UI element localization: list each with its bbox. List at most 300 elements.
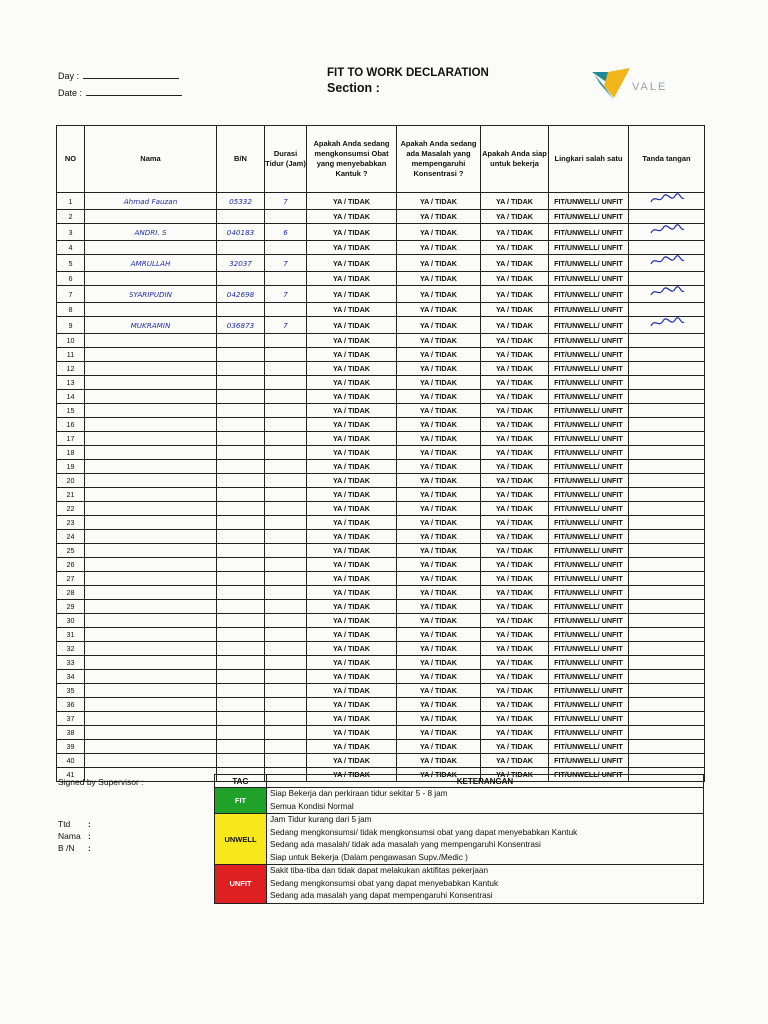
bn-cell[interactable] <box>217 210 265 224</box>
q2-cell[interactable]: YA / TIDAK <box>397 390 481 404</box>
bn-cell[interactable] <box>217 642 265 656</box>
q1-cell[interactable]: YA / TIDAK <box>307 572 397 586</box>
q3-cell[interactable]: YA / TIDAK <box>481 614 549 628</box>
nama-cell[interactable] <box>85 740 217 754</box>
durasi-cell[interactable]: 7 <box>265 286 307 303</box>
bn-cell[interactable] <box>217 586 265 600</box>
durasi-cell[interactable] <box>265 241 307 255</box>
durasi-cell[interactable] <box>265 446 307 460</box>
fit-cell[interactable]: FIT/UNWELL/ UNFIT <box>549 255 629 272</box>
durasi-cell[interactable]: 7 <box>265 193 307 210</box>
nama-cell[interactable] <box>85 656 217 670</box>
bn-cell[interactable] <box>217 418 265 432</box>
nama-cell[interactable] <box>85 586 217 600</box>
q2-cell[interactable]: YA / TIDAK <box>397 558 481 572</box>
q3-cell[interactable]: YA / TIDAK <box>481 348 549 362</box>
q2-cell[interactable]: YA / TIDAK <box>397 502 481 516</box>
q1-cell[interactable]: YA / TIDAK <box>307 558 397 572</box>
nama-cell[interactable] <box>85 390 217 404</box>
bn-cell[interactable] <box>217 241 265 255</box>
q2-cell[interactable]: YA / TIDAK <box>397 768 481 782</box>
q3-cell[interactable]: YA / TIDAK <box>481 586 549 600</box>
q2-cell[interactable]: YA / TIDAK <box>397 516 481 530</box>
signature-cell[interactable] <box>629 600 705 614</box>
q2-cell[interactable]: YA / TIDAK <box>397 684 481 698</box>
signature-cell[interactable] <box>629 628 705 642</box>
fit-cell[interactable]: FIT/UNWELL/ UNFIT <box>549 317 629 334</box>
q3-cell[interactable]: YA / TIDAK <box>481 286 549 303</box>
q1-cell[interactable]: YA / TIDAK <box>307 754 397 768</box>
durasi-cell[interactable] <box>265 572 307 586</box>
signature-cell[interactable] <box>629 726 705 740</box>
fit-cell[interactable]: FIT/UNWELL/ UNFIT <box>549 474 629 488</box>
nama-cell[interactable] <box>85 642 217 656</box>
q2-cell[interactable]: YA / TIDAK <box>397 376 481 390</box>
q2-cell[interactable]: YA / TIDAK <box>397 362 481 376</box>
signature-cell[interactable] <box>629 334 705 348</box>
nama-cell[interactable] <box>85 544 217 558</box>
bn-cell[interactable] <box>217 600 265 614</box>
bn-cell[interactable] <box>217 684 265 698</box>
durasi-cell[interactable] <box>265 656 307 670</box>
q3-cell[interactable]: YA / TIDAK <box>481 272 549 286</box>
q2-cell[interactable]: YA / TIDAK <box>397 210 481 224</box>
signature-cell[interactable] <box>629 488 705 502</box>
fit-cell[interactable]: FIT/UNWELL/ UNFIT <box>549 303 629 317</box>
q1-cell[interactable]: YA / TIDAK <box>307 516 397 530</box>
durasi-cell[interactable]: 7 <box>265 317 307 334</box>
fit-cell[interactable]: FIT/UNWELL/ UNFIT <box>549 656 629 670</box>
q2-cell[interactable]: YA / TIDAK <box>397 642 481 656</box>
signature-cell[interactable] <box>629 390 705 404</box>
durasi-cell[interactable] <box>265 404 307 418</box>
q1-cell[interactable]: YA / TIDAK <box>307 460 397 474</box>
q2-cell[interactable]: YA / TIDAK <box>397 255 481 272</box>
q1-cell[interactable]: YA / TIDAK <box>307 530 397 544</box>
nama-cell[interactable] <box>85 754 217 768</box>
q3-cell[interactable]: YA / TIDAK <box>481 670 549 684</box>
durasi-cell[interactable] <box>265 684 307 698</box>
bn-cell[interactable] <box>217 628 265 642</box>
durasi-cell[interactable] <box>265 376 307 390</box>
bn-cell[interactable] <box>217 614 265 628</box>
signature-cell[interactable] <box>629 474 705 488</box>
q1-cell[interactable]: YA / TIDAK <box>307 272 397 286</box>
signature-cell[interactable] <box>629 362 705 376</box>
nama-cell[interactable] <box>85 210 217 224</box>
q1-cell[interactable]: YA / TIDAK <box>307 446 397 460</box>
signature-cell[interactable] <box>629 544 705 558</box>
bn-cell[interactable] <box>217 404 265 418</box>
signature-cell[interactable] <box>629 418 705 432</box>
bn-cell[interactable]: 042698 <box>217 286 265 303</box>
q2-cell[interactable]: YA / TIDAK <box>397 544 481 558</box>
signature-cell[interactable] <box>629 210 705 224</box>
q1-cell[interactable]: YA / TIDAK <box>307 684 397 698</box>
q1-cell[interactable]: YA / TIDAK <box>307 670 397 684</box>
q1-cell[interactable]: YA / TIDAK <box>307 334 397 348</box>
fit-cell[interactable]: FIT/UNWELL/ UNFIT <box>549 684 629 698</box>
bn-cell[interactable] <box>217 362 265 376</box>
fit-cell[interactable]: FIT/UNWELL/ UNFIT <box>549 698 629 712</box>
signature-cell[interactable] <box>629 754 705 768</box>
q2-cell[interactable]: YA / TIDAK <box>397 303 481 317</box>
bn-cell[interactable] <box>217 432 265 446</box>
signature-cell[interactable] <box>629 241 705 255</box>
bn-cell[interactable] <box>217 656 265 670</box>
q3-cell[interactable]: YA / TIDAK <box>481 740 549 754</box>
bn-cell[interactable] <box>217 712 265 726</box>
q2-cell[interactable]: YA / TIDAK <box>397 740 481 754</box>
q1-cell[interactable]: YA / TIDAK <box>307 432 397 446</box>
q3-cell[interactable]: YA / TIDAK <box>481 460 549 474</box>
bn-cell[interactable] <box>217 303 265 317</box>
q1-cell[interactable]: YA / TIDAK <box>307 614 397 628</box>
fit-cell[interactable]: FIT/UNWELL/ UNFIT <box>549 502 629 516</box>
q1-cell[interactable]: YA / TIDAK <box>307 502 397 516</box>
nama-cell[interactable] <box>85 432 217 446</box>
fit-cell[interactable]: FIT/UNWELL/ UNFIT <box>549 754 629 768</box>
bn-cell[interactable] <box>217 698 265 712</box>
q1-cell[interactable]: YA / TIDAK <box>307 600 397 614</box>
q2-cell[interactable]: YA / TIDAK <box>397 656 481 670</box>
q3-cell[interactable]: YA / TIDAK <box>481 684 549 698</box>
q2-cell[interactable]: YA / TIDAK <box>397 432 481 446</box>
q1-cell[interactable]: YA / TIDAK <box>307 418 397 432</box>
signature-cell[interactable] <box>629 572 705 586</box>
fit-cell[interactable]: FIT/UNWELL/ UNFIT <box>549 530 629 544</box>
nama-cell[interactable] <box>85 558 217 572</box>
bn-cell[interactable]: 32037 <box>217 255 265 272</box>
q3-cell[interactable]: YA / TIDAK <box>481 474 549 488</box>
fit-cell[interactable]: FIT/UNWELL/ UNFIT <box>549 348 629 362</box>
signature-cell[interactable] <box>629 698 705 712</box>
q3-cell[interactable]: YA / TIDAK <box>481 317 549 334</box>
nama-cell[interactable]: SYARIPUDIN <box>85 286 217 303</box>
nama-field[interactable]: Nama : <box>58 831 91 841</box>
durasi-cell[interactable] <box>265 754 307 768</box>
signature-cell[interactable] <box>629 303 705 317</box>
signature-cell[interactable] <box>629 376 705 390</box>
fit-cell[interactable]: FIT/UNWELL/ UNFIT <box>549 712 629 726</box>
fit-cell[interactable]: FIT/UNWELL/ UNFIT <box>549 600 629 614</box>
q3-cell[interactable]: YA / TIDAK <box>481 404 549 418</box>
bn-cell[interactable] <box>217 572 265 586</box>
signature-cell[interactable] <box>629 586 705 600</box>
nama-cell[interactable] <box>85 474 217 488</box>
nama-cell[interactable] <box>85 670 217 684</box>
q3-cell[interactable]: YA / TIDAK <box>481 418 549 432</box>
nama-cell[interactable]: MUKRAMIN <box>85 317 217 334</box>
q3-cell[interactable]: YA / TIDAK <box>481 241 549 255</box>
q3-cell[interactable]: YA / TIDAK <box>481 628 549 642</box>
q2-cell[interactable]: YA / TIDAK <box>397 726 481 740</box>
durasi-cell[interactable] <box>265 600 307 614</box>
durasi-cell[interactable]: 7 <box>265 255 307 272</box>
q1-cell[interactable]: YA / TIDAK <box>307 303 397 317</box>
nama-cell[interactable] <box>85 502 217 516</box>
bn-cell[interactable] <box>217 740 265 754</box>
signature-cell[interactable] <box>629 670 705 684</box>
q1-cell[interactable]: YA / TIDAK <box>307 390 397 404</box>
q1-cell[interactable]: YA / TIDAK <box>307 488 397 502</box>
fit-cell[interactable]: FIT/UNWELL/ UNFIT <box>549 670 629 684</box>
q2-cell[interactable]: YA / TIDAK <box>397 446 481 460</box>
q2-cell[interactable]: YA / TIDAK <box>397 348 481 362</box>
q1-cell[interactable]: YA / TIDAK <box>307 628 397 642</box>
fit-cell[interactable]: FIT/UNWELL/ UNFIT <box>549 432 629 446</box>
q2-cell[interactable]: YA / TIDAK <box>397 460 481 474</box>
q2-cell[interactable]: YA / TIDAK <box>397 614 481 628</box>
durasi-cell[interactable] <box>265 614 307 628</box>
bn-cell[interactable] <box>217 516 265 530</box>
bn-cell[interactable] <box>217 726 265 740</box>
durasi-cell[interactable] <box>265 488 307 502</box>
durasi-cell[interactable] <box>265 460 307 474</box>
fit-cell[interactable]: FIT/UNWELL/ UNFIT <box>549 193 629 210</box>
durasi-cell[interactable] <box>265 516 307 530</box>
q1-cell[interactable]: YA / TIDAK <box>307 376 397 390</box>
q1-cell[interactable]: YA / TIDAK <box>307 544 397 558</box>
q1-cell[interactable]: YA / TIDAK <box>307 726 397 740</box>
nama-cell[interactable] <box>85 404 217 418</box>
signature-cell[interactable] <box>629 740 705 754</box>
fit-cell[interactable]: FIT/UNWELL/ UNFIT <box>549 628 629 642</box>
fit-cell[interactable]: FIT/UNWELL/ UNFIT <box>549 446 629 460</box>
q3-cell[interactable]: YA / TIDAK <box>481 656 549 670</box>
fit-cell[interactable]: FIT/UNWELL/ UNFIT <box>549 376 629 390</box>
bn-cell[interactable] <box>217 376 265 390</box>
q3-cell[interactable]: YA / TIDAK <box>481 558 549 572</box>
durasi-cell[interactable] <box>265 334 307 348</box>
fit-cell[interactable]: FIT/UNWELL/ UNFIT <box>549 544 629 558</box>
bn-field[interactable]: B /N : <box>58 843 91 853</box>
signature-cell[interactable] <box>629 224 705 241</box>
q1-cell[interactable]: YA / TIDAK <box>307 642 397 656</box>
q2-cell[interactable]: YA / TIDAK <box>397 586 481 600</box>
signature-cell[interactable] <box>629 446 705 460</box>
nama-cell[interactable] <box>85 241 217 255</box>
ttd-field[interactable]: Ttd : <box>58 819 91 829</box>
q2-cell[interactable]: YA / TIDAK <box>397 418 481 432</box>
q3-cell[interactable]: YA / TIDAK <box>481 544 549 558</box>
q3-cell[interactable]: YA / TIDAK <box>481 193 549 210</box>
q1-cell[interactable]: YA / TIDAK <box>307 740 397 754</box>
durasi-cell[interactable] <box>265 558 307 572</box>
q2-cell[interactable]: YA / TIDAK <box>397 272 481 286</box>
q3-cell[interactable]: YA / TIDAK <box>481 224 549 241</box>
q3-cell[interactable]: YA / TIDAK <box>481 255 549 272</box>
q1-cell[interactable]: YA / TIDAK <box>307 362 397 376</box>
q3-cell[interactable]: YA / TIDAK <box>481 516 549 530</box>
q2-cell[interactable]: YA / TIDAK <box>397 530 481 544</box>
fit-cell[interactable]: FIT/UNWELL/ UNFIT <box>549 334 629 348</box>
signature-cell[interactable] <box>629 193 705 210</box>
bn-cell[interactable] <box>217 272 265 286</box>
q2-cell[interactable]: YA / TIDAK <box>397 628 481 642</box>
signature-cell[interactable] <box>629 642 705 656</box>
durasi-cell[interactable] <box>265 474 307 488</box>
bn-cell[interactable] <box>217 558 265 572</box>
durasi-cell[interactable] <box>265 530 307 544</box>
q2-cell[interactable]: YA / TIDAK <box>397 193 481 210</box>
q3-cell[interactable]: YA / TIDAK <box>481 754 549 768</box>
fit-cell[interactable]: FIT/UNWELL/ UNFIT <box>549 404 629 418</box>
q1-cell[interactable]: YA / TIDAK <box>307 404 397 418</box>
q3-cell[interactable]: YA / TIDAK <box>481 530 549 544</box>
signature-cell[interactable] <box>629 404 705 418</box>
q1-cell[interactable]: YA / TIDAK <box>307 712 397 726</box>
bn-cell[interactable]: 05332 <box>217 193 265 210</box>
q3-cell[interactable]: YA / TIDAK <box>481 488 549 502</box>
fit-cell[interactable]: FIT/UNWELL/ UNFIT <box>549 572 629 586</box>
fit-cell[interactable]: FIT/UNWELL/ UNFIT <box>549 224 629 241</box>
bn-cell[interactable] <box>217 446 265 460</box>
q3-cell[interactable]: YA / TIDAK <box>481 334 549 348</box>
q2-cell[interactable]: YA / TIDAK <box>397 600 481 614</box>
nama-cell[interactable] <box>85 712 217 726</box>
nama-cell[interactable] <box>85 460 217 474</box>
q1-cell[interactable]: YA / TIDAK <box>307 317 397 334</box>
q2-cell[interactable]: YA / TIDAK <box>397 754 481 768</box>
durasi-cell[interactable] <box>265 544 307 558</box>
nama-cell[interactable] <box>85 272 217 286</box>
q2-cell[interactable]: YA / TIDAK <box>397 334 481 348</box>
q3-cell[interactable]: YA / TIDAK <box>481 376 549 390</box>
bn-cell[interactable] <box>217 390 265 404</box>
signature-cell[interactable] <box>629 286 705 303</box>
bn-cell[interactable]: 036873 <box>217 317 265 334</box>
bn-cell[interactable] <box>217 530 265 544</box>
fit-cell[interactable]: FIT/UNWELL/ UNFIT <box>549 614 629 628</box>
q3-cell[interactable]: YA / TIDAK <box>481 642 549 656</box>
q1-cell[interactable]: YA / TIDAK <box>307 474 397 488</box>
q1-cell[interactable]: YA / TIDAK <box>307 348 397 362</box>
signature-cell[interactable] <box>629 614 705 628</box>
q3-cell[interactable]: YA / TIDAK <box>481 712 549 726</box>
q2-cell[interactable]: YA / TIDAK <box>397 712 481 726</box>
q3-cell[interactable]: YA / TIDAK <box>481 600 549 614</box>
q3-cell[interactable]: YA / TIDAK <box>481 432 549 446</box>
nama-cell[interactable] <box>85 628 217 642</box>
fit-cell[interactable]: FIT/UNWELL/ UNFIT <box>549 418 629 432</box>
signature-cell[interactable] <box>629 348 705 362</box>
nama-cell[interactable]: AMRULLAH <box>85 255 217 272</box>
q3-cell[interactable]: YA / TIDAK <box>481 768 549 782</box>
q1-cell[interactable]: YA / TIDAK <box>307 193 397 210</box>
fit-cell[interactable]: FIT/UNWELL/ UNFIT <box>549 488 629 502</box>
q3-cell[interactable]: YA / TIDAK <box>481 572 549 586</box>
bn-cell[interactable] <box>217 348 265 362</box>
fit-cell[interactable]: FIT/UNWELL/ UNFIT <box>549 390 629 404</box>
nama-cell[interactable] <box>85 334 217 348</box>
signature-cell[interactable] <box>629 272 705 286</box>
fit-cell[interactable]: FIT/UNWELL/ UNFIT <box>549 286 629 303</box>
q1-cell[interactable]: YA / TIDAK <box>307 210 397 224</box>
durasi-cell[interactable] <box>265 740 307 754</box>
durasi-cell[interactable] <box>265 210 307 224</box>
q2-cell[interactable]: YA / TIDAK <box>397 698 481 712</box>
nama-cell[interactable] <box>85 446 217 460</box>
signature-cell[interactable] <box>629 255 705 272</box>
durasi-cell[interactable] <box>265 362 307 376</box>
signature-cell[interactable] <box>629 460 705 474</box>
q1-cell[interactable]: YA / TIDAK <box>307 255 397 272</box>
durasi-cell[interactable] <box>265 272 307 286</box>
nama-cell[interactable] <box>85 530 217 544</box>
nama-cell[interactable] <box>85 572 217 586</box>
signature-cell[interactable] <box>629 432 705 446</box>
fit-cell[interactable]: FIT/UNWELL/ UNFIT <box>549 272 629 286</box>
bn-cell[interactable] <box>217 670 265 684</box>
q3-cell[interactable]: YA / TIDAK <box>481 390 549 404</box>
signature-cell[interactable] <box>629 558 705 572</box>
q3-cell[interactable]: YA / TIDAK <box>481 502 549 516</box>
durasi-cell[interactable] <box>265 390 307 404</box>
q1-cell[interactable]: YA / TIDAK <box>307 224 397 241</box>
durasi-cell[interactable] <box>265 586 307 600</box>
q3-cell[interactable]: YA / TIDAK <box>481 303 549 317</box>
durasi-cell[interactable] <box>265 502 307 516</box>
nama-cell[interactable] <box>85 600 217 614</box>
q3-cell[interactable]: YA / TIDAK <box>481 726 549 740</box>
nama-cell[interactable] <box>85 418 217 432</box>
bn-cell[interactable] <box>217 460 265 474</box>
durasi-cell[interactable] <box>265 698 307 712</box>
fit-cell[interactable]: FIT/UNWELL/ UNFIT <box>549 241 629 255</box>
fit-cell[interactable]: FIT/UNWELL/ UNFIT <box>549 726 629 740</box>
fit-cell[interactable]: FIT/UNWELL/ UNFIT <box>549 740 629 754</box>
bn-cell[interactable]: 040183 <box>217 224 265 241</box>
q1-cell[interactable]: YA / TIDAK <box>307 768 397 782</box>
durasi-cell[interactable] <box>265 432 307 446</box>
fit-cell[interactable]: FIT/UNWELL/ UNFIT <box>549 642 629 656</box>
fit-cell[interactable]: FIT/UNWELL/ UNFIT <box>549 558 629 572</box>
nama-cell[interactable] <box>85 362 217 376</box>
bn-cell[interactable] <box>217 754 265 768</box>
q3-cell[interactable]: YA / TIDAK <box>481 362 549 376</box>
durasi-cell[interactable] <box>265 712 307 726</box>
durasi-cell[interactable] <box>265 348 307 362</box>
durasi-cell[interactable]: 6 <box>265 224 307 241</box>
q1-cell[interactable]: YA / TIDAK <box>307 656 397 670</box>
nama-cell[interactable]: ANDRI. S <box>85 224 217 241</box>
signature-cell[interactable] <box>629 516 705 530</box>
nama-cell[interactable] <box>85 516 217 530</box>
q2-cell[interactable]: YA / TIDAK <box>397 488 481 502</box>
day-field[interactable]: Day : <box>58 68 182 85</box>
nama-cell[interactable] <box>85 488 217 502</box>
q2-cell[interactable]: YA / TIDAK <box>397 474 481 488</box>
q2-cell[interactable]: YA / TIDAK <box>397 241 481 255</box>
nama-cell[interactable] <box>85 303 217 317</box>
bn-cell[interactable] <box>217 488 265 502</box>
q3-cell[interactable]: YA / TIDAK <box>481 210 549 224</box>
q1-cell[interactable]: YA / TIDAK <box>307 586 397 600</box>
signature-cell[interactable] <box>629 656 705 670</box>
nama-cell[interactable] <box>85 684 217 698</box>
nama-cell[interactable] <box>85 614 217 628</box>
fit-cell[interactable]: FIT/UNWELL/ UNFIT <box>549 586 629 600</box>
fit-cell[interactable]: FIT/UNWELL/ UNFIT <box>549 516 629 530</box>
nama-cell[interactable] <box>85 726 217 740</box>
durasi-cell[interactable] <box>265 303 307 317</box>
durasi-cell[interactable] <box>265 418 307 432</box>
signature-cell[interactable] <box>629 530 705 544</box>
signature-cell[interactable] <box>629 317 705 334</box>
q1-cell[interactable]: YA / TIDAK <box>307 241 397 255</box>
durasi-cell[interactable] <box>265 628 307 642</box>
